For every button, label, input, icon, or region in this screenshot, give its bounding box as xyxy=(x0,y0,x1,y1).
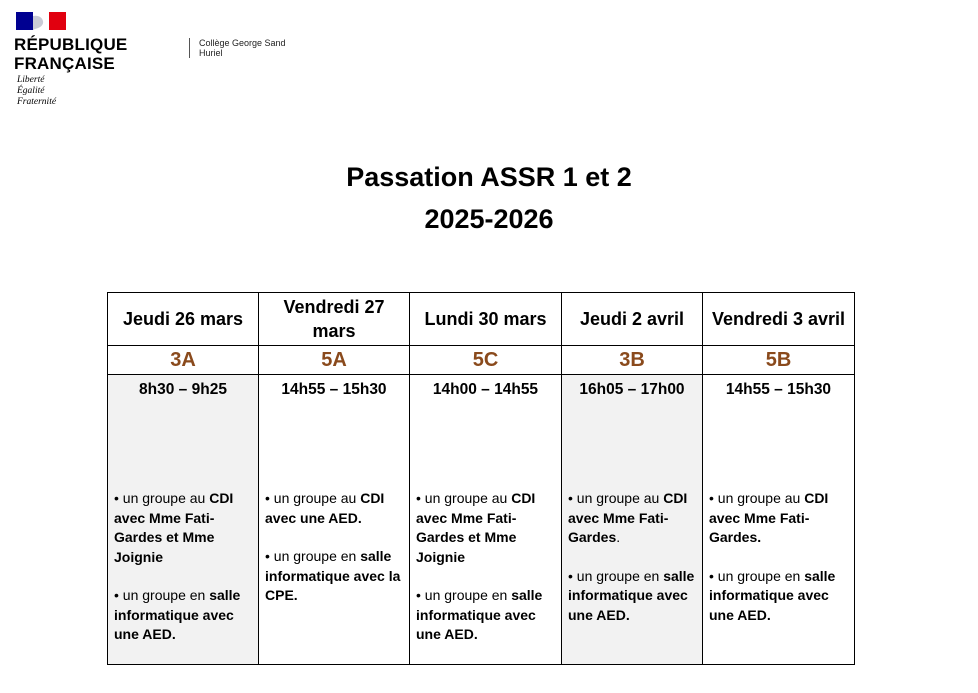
class-cell: 5A xyxy=(259,346,410,375)
group-text: un groupe en xyxy=(269,548,361,564)
time-slot: 16h05 – 17h00 xyxy=(579,381,685,398)
group-text: un groupe au xyxy=(572,490,664,506)
date-cell: Vendredi 27 mars xyxy=(259,293,410,346)
bullet: • xyxy=(114,587,119,603)
devise-liberte: Liberté xyxy=(17,75,45,85)
class-row xyxy=(108,346,855,375)
republique-francaise-logo xyxy=(14,12,144,116)
group-item xyxy=(568,489,696,548)
group-text: un groupe au xyxy=(713,490,805,506)
school-name: Collège George Sand xyxy=(199,38,286,48)
details-cell xyxy=(259,375,410,665)
group-item xyxy=(416,586,555,645)
republique-francaise-wordmark xyxy=(14,35,127,73)
group-location: CDI avec Mme Fati-Gardes et Mme Joignie xyxy=(114,490,234,565)
group-text: un groupe au xyxy=(269,490,361,506)
group-text: un groupe en xyxy=(420,587,512,603)
group-list xyxy=(416,489,555,645)
group-item xyxy=(114,489,252,567)
group-list xyxy=(568,489,696,625)
details-cell xyxy=(562,375,703,665)
date-cell: Jeudi 2 avril xyxy=(562,293,703,346)
group-item xyxy=(709,489,848,548)
group-list xyxy=(114,489,252,645)
bullet: • xyxy=(114,490,119,506)
devise-fraternite: Fraternité xyxy=(17,97,57,107)
francaise-line: FRANÇAISE xyxy=(14,54,115,73)
republique-line: RÉPUBLIQUE xyxy=(14,35,128,54)
details-cell xyxy=(410,375,562,665)
page-title: Passation ASSR 1 et 2 xyxy=(346,162,632,192)
date-row xyxy=(108,293,855,346)
bullet: • xyxy=(709,567,714,584)
group-list xyxy=(709,489,848,625)
bullet: • xyxy=(709,490,714,506)
page-subtitle-year: 2025-2026 xyxy=(424,204,554,234)
marianne-flag-icon xyxy=(16,12,66,30)
school-label xyxy=(189,38,286,58)
class-cell: 3A xyxy=(108,346,259,375)
group-list xyxy=(265,489,403,606)
group-location: salle informatique avec une AED. xyxy=(114,587,241,642)
schedule-table xyxy=(107,292,855,665)
bullet: • xyxy=(416,587,421,603)
group-text: un groupe au xyxy=(420,490,512,506)
group-item xyxy=(265,489,403,528)
group-location: salle informatique avec une AED. xyxy=(709,567,836,623)
bullet: • xyxy=(568,567,573,584)
class-cell: 3B xyxy=(562,346,703,375)
group-item xyxy=(265,547,403,606)
group-location: salle informatique avec la CPE. xyxy=(265,548,401,603)
group-item xyxy=(114,586,252,645)
details-cell xyxy=(108,375,259,665)
date-cell: Vendredi 3 avril xyxy=(703,293,855,346)
bullet: • xyxy=(265,548,270,564)
group-text: un groupe en xyxy=(572,567,664,584)
group-tail: . xyxy=(616,529,621,545)
group-location: CDI avec Mme Fati-Gardes et Mme Joignie xyxy=(416,490,536,565)
group-item xyxy=(568,567,696,626)
time-slot: 14h00 – 14h55 xyxy=(432,381,539,398)
group-location: salle informatique avec une AED. xyxy=(568,567,695,623)
group-location: CDI avec Mme Fati-Gardes xyxy=(568,490,688,545)
time-slot: 14h55 – 15h30 xyxy=(725,381,832,398)
time-slot: 14h55 – 15h30 xyxy=(281,381,387,398)
group-location: CDI avec une AED. xyxy=(265,490,385,526)
group-text: un groupe en xyxy=(118,587,210,603)
details-row xyxy=(108,375,855,665)
date-cell: Lundi 30 mars xyxy=(410,293,562,346)
group-text: un groupe au xyxy=(118,490,210,506)
group-item xyxy=(709,567,848,626)
devise xyxy=(17,75,56,108)
details-cell xyxy=(703,375,855,665)
group-location: salle informatique avec une AED. xyxy=(416,587,543,642)
date-cell: Jeudi 26 mars xyxy=(108,293,259,346)
devise-egalite: Égalité xyxy=(17,86,45,96)
group-text: un groupe en xyxy=(713,567,805,584)
school-town: Huriel xyxy=(199,48,223,58)
bullet: • xyxy=(265,490,270,506)
class-cell: 5B xyxy=(703,346,855,375)
time-slot: 8h30 – 9h25 xyxy=(139,381,227,398)
bullet: • xyxy=(568,490,573,506)
group-location: CDI avec Mme Fati-Gardes. xyxy=(709,490,829,545)
class-cell: 5C xyxy=(410,346,562,375)
bullet: • xyxy=(416,490,421,506)
group-item xyxy=(416,489,555,567)
